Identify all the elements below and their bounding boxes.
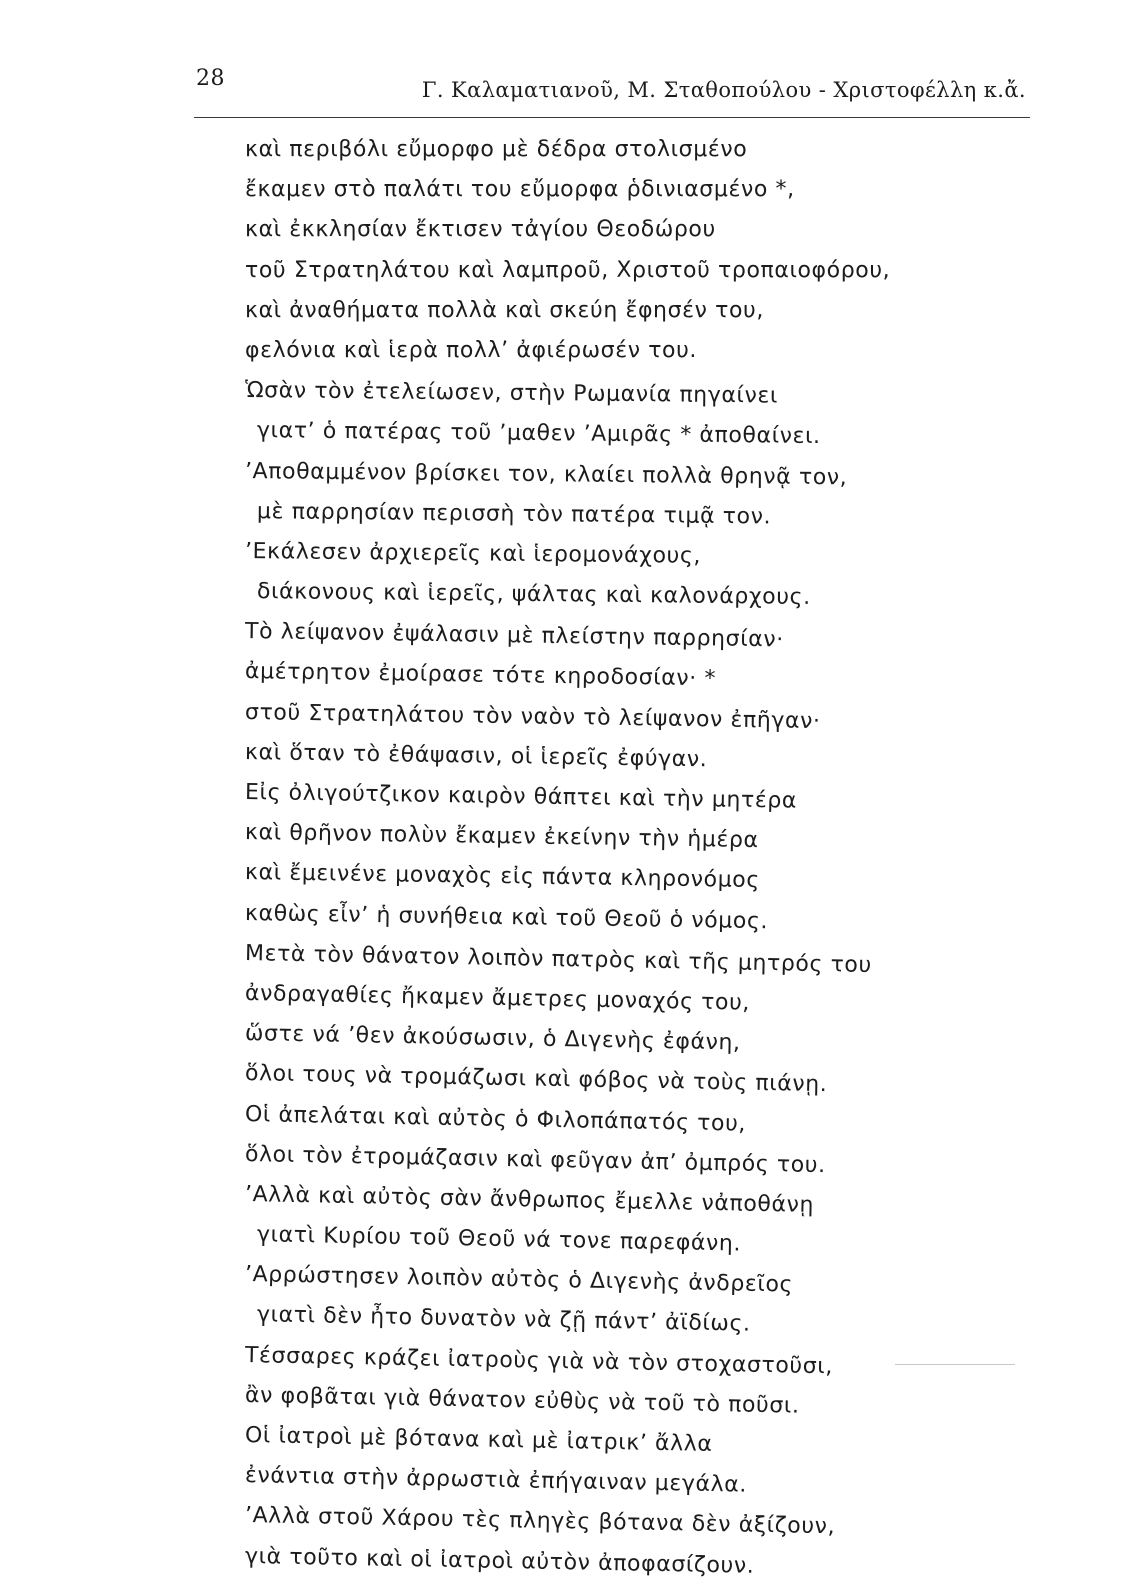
running-head: Γ. Καλαματιανοῦ, Μ. Σταθοπούλου - Χριστοφέλλη κ.ἄ. — [421, 78, 1026, 102]
verse-line: γιατὶ Κυρίου τοῦ Θεοῦ νά τονε παρεφάνη. — [256, 1222, 742, 1257]
verse-line: καὶ ἀναθήματα πολλὰ καὶ σκεύη ἔφησέν του, — [245, 297, 764, 323]
verse-line: ἂν φοβᾶται γιὰ θάνατον εὐθὺς νὰ τοῦ τὸ ποῦσι. — [244, 1382, 800, 1419]
verse-line: Τέσσαρες κράζει ἰατροὺς γιὰ νὰ τὸν στοχαστοῦσι, — [244, 1342, 834, 1379]
verse-line: μὲ παρρησίαν περισσὴ τὸν πατέρα τιμᾷ τον. — [256, 498, 772, 530]
verse-line: τοῦ Στρατηλάτου καὶ λαμπροῦ, Χριστοῦ τροπαιοφόρου, — [245, 257, 891, 283]
verse-line: ἔκαμεν στὸ παλάτι του εὔμορφα ῥδινιασμένο *, — [245, 177, 795, 203]
verse-line: ὥστε νά ’θεν ἀκούσωσιν, ὁ Διγενὴς ἐφάνη, — [244, 1021, 741, 1056]
header-rule — [194, 117, 1030, 118]
verse-line: Μετὰ τὸν θάνατον λοιπὸν πατρὸς καὶ τῆς μητρός του — [244, 940, 873, 978]
verse-line: Οἱ ἀπελάται καὶ αὐτὸς ὁ Φιλοπάπατός του, — [244, 1101, 747, 1137]
page-number: 28 — [196, 66, 225, 91]
verse-line: καὶ θρῆνον πολὺν ἔκαμεν ἐκείνην τὴν ἡμέρα — [244, 820, 759, 854]
verse-line: ’Αρρώστησεν λοιπὸν αὐτὸς ὁ Διγενὴς ἀνδρεῖος — [244, 1262, 794, 1298]
verse-line: ὅλοι τὸν ἐτρομάζασιν καὶ φεῦγαν ἀπ’ ὀμπρός του. — [244, 1141, 826, 1178]
verse-line: φελόνια καὶ ἱερὰ πολλ’ ἀφιέρωσέν του. — [245, 337, 698, 363]
verse-line: ἀμέτρητον ἐμοίρασε τότε κηροδοσίαν· * — [244, 659, 717, 692]
verse-line: Ὡσὰν τὸν ἐτελείωσεν, στὴν Ρωμανία πηγαίνει — [244, 378, 779, 409]
verse-line: γιατὶ δὲν ἦτο δυνατὸν νὰ ζῇ πάντ’ ἀϊδίως. — [256, 1302, 751, 1338]
verse-line: Τὸ λείψανον ἐψάλασιν μὲ πλείστην παρρησίαν· — [244, 619, 785, 653]
verse-line: ’Αλλὰ στοῦ Χάρου τὲς πληγὲς βότανα δὲν ἀξίζουν, — [244, 1503, 836, 1540]
verse-line: ἀνδραγαθίες ἤκαμεν ἄμετρες μοναχός του, — [244, 980, 751, 1016]
verse-line: γιατ’ ὁ πατέρας τοῦ ’μαθεν ’Αμιρᾶς * ἀποθαίνει. — [256, 418, 821, 450]
verse-line: Εἰς ὀλιγούτζικον καιρὸν θάπτει καὶ τὴν μητέρα — [244, 780, 798, 814]
verse-line: ὅλοι τους νὰ τρομάζωσι καὶ φόβος νὰ τοὺς πιάνῃ. — [244, 1061, 828, 1098]
verse-line: καὶ περιβόλι εὔμορφο μὲ δέδρα στολισμένο — [245, 137, 748, 162]
verse-line: καὶ ἔμεινένε μοναχὸς εἰς πάντα κληρονόμος — [244, 860, 761, 894]
verse-line: διάκονους καὶ ἱερεῖς, ψάλτας καὶ καλονάρχους. — [256, 579, 811, 610]
verse-block — [245, 130, 1005, 1577]
verse-line: ἐνάντια στὴν ἀρρωστιὰ ἐπήγαιναν μεγάλα. — [244, 1463, 748, 1498]
verse-line: Οἱ ἰατροὶ μὲ βότανα καὶ μὲ ἰατρικ’ ἄλλα — [244, 1423, 713, 1457]
verse-line: γιὰ τοῦτο καὶ οἱ ἰατροὶ αὐτὸν ἀποφασίζουν. — [244, 1543, 755, 1579]
verse-line: καὶ ἐκκλησίαν ἔκτισεν τἀγίου Θεοδώρου — [245, 217, 716, 243]
verse-line: ’Αποθαμμένον βρίσκει τον, κλαίει πολλὰ θρηνᾷ τον, — [244, 458, 848, 490]
end-mark — [895, 1364, 1015, 1365]
verse-line: καὶ ὅταν τὸ ἐθάψασιν, οἱ ἱερεῖς ἐφύγαν. — [244, 739, 708, 773]
verse-line: καθὼς εἶν’ ἡ συνήθεια καὶ τοῦ Θεοῦ ὁ νόμος. — [244, 900, 769, 934]
verse-line: ’Αλλὰ καὶ αὐτὸς σὰν ἄνθρωπος ἔμελλε νἀποθάνῃ — [244, 1181, 815, 1218]
verse-line: στοῦ Στρατηλάτου τὸν ναὸν τὸ λείψανον ἐπῆγαν· — [244, 699, 821, 734]
verse-line: ’Εκάλεσεν ἀρχιερεῖς καὶ ἱερομονάχους, — [244, 538, 702, 569]
